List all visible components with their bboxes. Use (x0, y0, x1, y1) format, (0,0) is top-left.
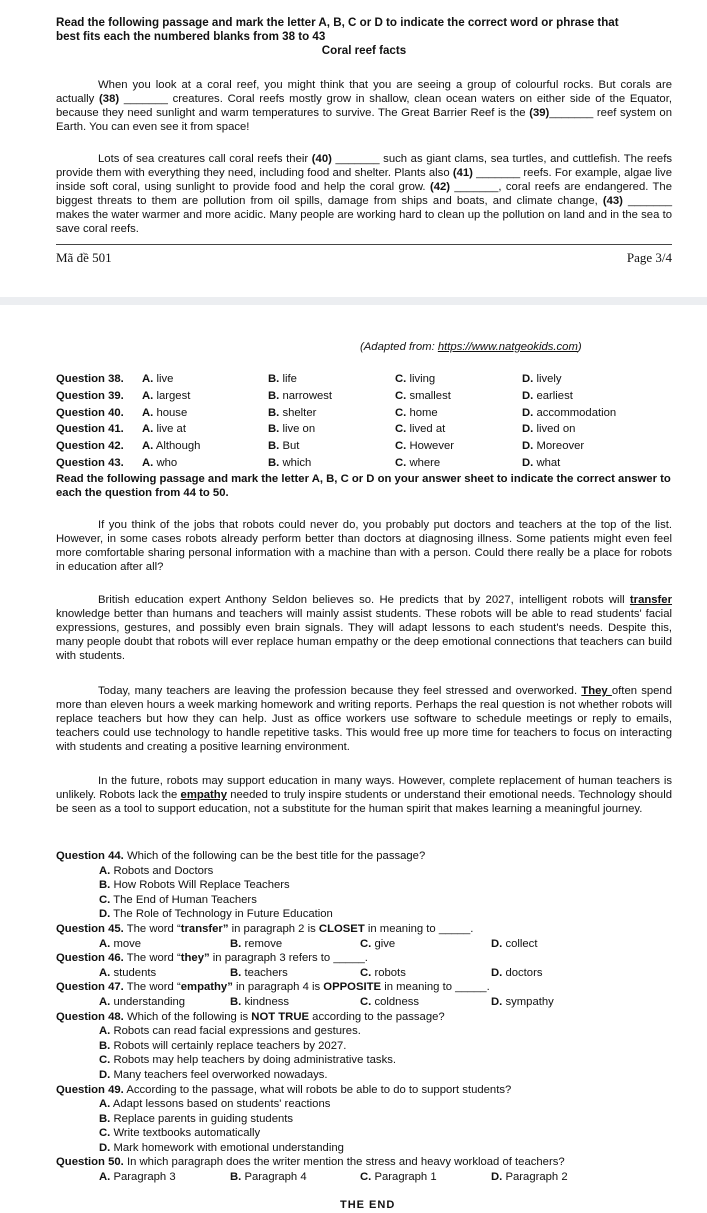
answer-option[interactable]: D. earliest (522, 389, 573, 402)
text-run: _______ reefs. For example, algae live inside soft coral, using sunlight to provide food and help the coral grow. (56, 167, 672, 193)
answer-option[interactable]: C. robots (360, 966, 406, 979)
question-label: Question 41. (56, 423, 124, 436)
answer-option[interactable]: A. largest (142, 389, 191, 402)
answer-option[interactable]: C. give (360, 937, 396, 950)
blank-number: (39) (529, 107, 550, 119)
blank-number: NOT TRUE (251, 1010, 310, 1023)
instruction-line2: best fits each the numbered blanks from 38 to 43 (56, 30, 326, 44)
answer-option[interactable]: A. Although (142, 440, 201, 453)
cloze-question-row (56, 372, 672, 388)
text-run: in paragraph 2 is (228, 922, 319, 935)
answer-option[interactable]: C. smallest (395, 389, 451, 402)
question-stem (56, 922, 672, 937)
answer-option[interactable]: D. accommodation (522, 406, 617, 419)
instruction-line1: Read the following passage and mark the letter A, B, C or D to indicate the correct word or phrase that (56, 16, 619, 29)
question-label: Question 43. (56, 457, 124, 469)
question-label: Question 49. (56, 1083, 124, 1096)
answer-option[interactable]: A. understanding (99, 995, 186, 1008)
page-number: Page 3/4 (626, 250, 672, 265)
text-run: The word “ (123, 952, 181, 965)
question-stem (56, 1083, 672, 1098)
reading-question (56, 849, 672, 922)
cloze-question-row (56, 422, 672, 438)
text-run: When you look at a coral reef, you might think that you are seeing a group of colourful rocks. But corals are actually (56, 79, 672, 105)
text-run: Today, many teachers are leaving the profession because they feel stressed and overworked. (98, 685, 582, 697)
question-label: Question 45. (56, 922, 124, 935)
answer-option[interactable]: B. How Robots Will Replace Teachers (99, 879, 290, 892)
text-run: needed to truly inspire students or understand their emotional needs. Technology should be seen as a tool to support education, not a substitute for the human spirit that makes learning a meaningful journey. (56, 789, 673, 815)
answer-option[interactable]: C. lived at (395, 423, 446, 436)
reading-paragraph-3 (56, 684, 672, 754)
cloze-question-row (56, 439, 672, 455)
answer-option[interactable]: A. Adapt lessons based on students' reactions (99, 1098, 331, 1111)
answer-option[interactable]: C. Write textbooks automatically (99, 1127, 261, 1140)
answer-option[interactable]: B. teachers (230, 966, 288, 979)
passage-title: Coral reef facts (321, 44, 407, 58)
answer-option[interactable]: D. sympathy (491, 995, 554, 1008)
end-marker: THE END (340, 1199, 396, 1211)
answer-option[interactable]: D. lived on (522, 423, 576, 436)
cloze-question-row (56, 389, 672, 405)
reading-question-list (56, 849, 672, 1185)
answer-option[interactable]: B. Robots will certainly replace teachers by 2027. (99, 1039, 347, 1052)
text-run: Which of the following is (123, 1010, 252, 1023)
text-run: in meaning to _____. (364, 922, 474, 935)
answer-option[interactable]: D. lively (522, 373, 562, 385)
text-run: _______ creatures. Coral reefs mostly grow in shallow, clean ocean waters on either side of the Equator, because they need sunlight and warm temperatures to survive. The Great Barrier Reef is the (56, 93, 672, 119)
exam-code: Mã đề 501 (56, 250, 112, 265)
text-run: According to the passage, what will robots be able to do to support students? (123, 1083, 512, 1096)
reading-question (56, 1155, 672, 1184)
text-run: British education expert Anthony Seldon believes so. He predicts that by 2027, intelligent robots will (98, 594, 630, 606)
answer-option[interactable]: D. doctors (491, 966, 543, 979)
answer-option[interactable]: A. house (142, 406, 188, 419)
question-label: Question 47. (56, 981, 124, 994)
reading-question (56, 922, 672, 951)
answer-option[interactable]: B. Paragraph 4 (230, 1171, 307, 1184)
source-suffix: ) (577, 341, 582, 353)
text-run: In the future, robots may support education in many ways. However, complete replacement of human teachers is unlikely. Robots lack the (56, 775, 672, 801)
answer-option[interactable]: D. what (522, 457, 561, 469)
reading-question (56, 1010, 672, 1083)
text-run: according to the passage? (309, 1010, 445, 1023)
answer-option[interactable]: A. live (142, 373, 174, 385)
answer-option[interactable]: A. move (99, 937, 142, 950)
answer-option[interactable]: B. life (268, 373, 297, 385)
key-word: transfer (629, 594, 672, 606)
page-footer (56, 250, 672, 268)
text-run: often spend more than eleven hours a week marking homework and writing reports. Perhaps the real question is not whether robots will replace teachers but how they can help. Just as office workers use software to schedule meetings or reply to emails, teachers could use technology to handle repetitive tasks. This would free up more time for teachers to focus on interacting with students and creating a positive learning environment. (56, 685, 672, 753)
source-link[interactable]: https://www.natgeokids.com (437, 341, 578, 353)
text-run: _______ such as giant clams, sea turtles, and cuttlefish. The reefs provide them with everything they need, including food and shelter. Plants also (56, 153, 672, 179)
question-label: Question 42. (56, 440, 124, 453)
answer-option[interactable]: B. Replace parents in guiding students (99, 1112, 294, 1125)
text-run: in meaning to _____. (381, 981, 490, 994)
reading-paragraph-4 (56, 774, 672, 816)
answer-option[interactable]: A. students (99, 966, 157, 979)
answer-option[interactable]: D. Paragraph 2 (491, 1171, 568, 1184)
key-word: They (581, 685, 612, 697)
answer-option[interactable]: C. home (395, 406, 438, 419)
text-run: Which of the following can be the best title for the passage? (123, 850, 426, 862)
answer-option[interactable]: B. kindness (230, 995, 290, 1008)
reading-question (56, 951, 672, 980)
text-run: In which paragraph does the writer mention the stress and heavy workload of teachers? (123, 1156, 565, 1169)
answer-option[interactable]: D. The Role of Technology in Future Education (99, 908, 333, 921)
source-citation (360, 340, 582, 354)
answer-option[interactable]: A. Paragraph 3 (99, 1171, 176, 1184)
answer-option[interactable]: B. But (268, 440, 300, 453)
blank-number: they” (180, 952, 210, 965)
blank-number: (42) (429, 181, 451, 193)
blank-number: CLOSET (318, 922, 365, 935)
text-run: The word “ (123, 922, 181, 935)
reading-question (56, 980, 672, 1009)
question-label: Question 40. (56, 406, 124, 419)
answer-option-row (56, 1170, 672, 1185)
cloze-paragraph-1 (56, 78, 672, 134)
reading-paragraph-2 (56, 593, 672, 663)
cloze-question-row (56, 406, 672, 422)
question-stem (56, 1155, 672, 1170)
answer-option[interactable]: C. However (395, 440, 455, 453)
question-label: Question 50. (56, 1156, 124, 1169)
answer-option[interactable]: C. Robots may help teachers by doing administrative tasks. (99, 1054, 397, 1067)
answer-option[interactable]: C. living (395, 373, 436, 385)
section2-instruction: Read the following passage and mark the letter A, B, C or D on your answer sheet to indicate the correct answer to each the question from 44 to 50. (56, 473, 671, 499)
blank-number: OPPOSITE (323, 981, 382, 994)
answer-option[interactable]: A. live at (142, 423, 186, 436)
answer-option[interactable]: D. Mark homework with emotional understanding (99, 1141, 344, 1154)
answer-option[interactable]: B. remove (230, 937, 283, 950)
question-stem (56, 980, 672, 995)
text-run: The word “ (123, 981, 181, 994)
blank-number: (38) (99, 93, 120, 105)
answer-option[interactable]: B. which (268, 457, 312, 469)
blank-number: (40) (311, 153, 332, 165)
text-run: in paragraph 3 refers to _____. (209, 952, 368, 965)
key-word: empathy (180, 789, 227, 801)
answer-option[interactable]: D. Many teachers feel overworked nowadays. (99, 1068, 328, 1081)
text-run: If you think of the jobs that robots could never do, you probably put doctors and teachers at the top of the list. However, in some cases robots already perform better than doctors at diagnosing illness. Some patients might even feel more comfortable sharing personal information with a machine than with a person. Could there really be a place for robots in education after all? (56, 519, 672, 573)
reading-paragraph-1 (56, 518, 672, 574)
blank-number: (41) (452, 167, 473, 179)
text-run: _______ makes the water warmer and more acidic. Many people are working hard to clean up the pollution on land and in the sea to save coral reefs. (56, 195, 673, 235)
answer-option[interactable]: A. Robots and Doctors (99, 864, 214, 877)
reading-question (56, 1083, 672, 1156)
cloze-paragraph-2 (56, 152, 672, 236)
answer-option[interactable]: B. narrowest (268, 389, 333, 402)
text-run: Lots of sea creatures call coral reefs their (98, 153, 312, 165)
answer-option[interactable]: C. where (395, 457, 441, 469)
answer-option[interactable]: A. Robots can read facial expressions and gestures. (99, 1025, 361, 1038)
question-label: Question 39. (56, 389, 124, 402)
question-label: Question 44. (56, 850, 124, 862)
text-run: knowledge better than humans and teachers will mainly assist students. These robots will be able to read students' facial expressions, gestures, and possibly even brain signals. They will adapt lessons to each student's needs. Despite this, many people doubt that robots will ever replace human empathy or the deep emotional connections that teachers can build with students. (56, 608, 672, 662)
question-label: Question 48. (56, 1010, 124, 1023)
source-prefix: (Adapted from: (360, 341, 438, 353)
page-break (0, 297, 707, 305)
question-label: Question 38. (56, 373, 124, 385)
text-run: in paragraph 4 is (232, 981, 324, 994)
answer-option[interactable]: C. Paragraph 1 (360, 1171, 437, 1184)
answer-option[interactable]: D. Moreover (522, 440, 585, 453)
text-run: _______, coral reefs are endangered. The biggest threats to them are pollution from oil spills, damage from ships and boats, and climate change, (56, 181, 672, 207)
question-label: Question 46. (56, 952, 124, 965)
answer-option-row (56, 995, 672, 1010)
answer-option-row (56, 966, 672, 981)
answer-option[interactable]: C. The End of Human Teachers (99, 893, 257, 906)
cloze-question-row (56, 456, 672, 472)
question-stem (56, 1010, 672, 1025)
answer-option-row (56, 937, 672, 952)
answer-option[interactable]: B. live on (268, 423, 316, 436)
answer-option[interactable]: C. coldness (360, 995, 420, 1008)
question-stem (56, 849, 672, 864)
answer-option[interactable]: D. collect (491, 937, 538, 950)
answer-option[interactable]: B. shelter (268, 406, 317, 419)
section1-instruction (56, 16, 672, 58)
blank-number: (43) (602, 195, 623, 207)
blank-number: empathy” (180, 981, 233, 994)
footer-divider (56, 244, 672, 245)
blank-number: transfer” (180, 922, 229, 935)
question-stem (56, 951, 672, 966)
answer-option[interactable]: A. who (142, 457, 178, 469)
text-run: _______ reef system on Earth. You can even see it from space! (56, 107, 672, 133)
